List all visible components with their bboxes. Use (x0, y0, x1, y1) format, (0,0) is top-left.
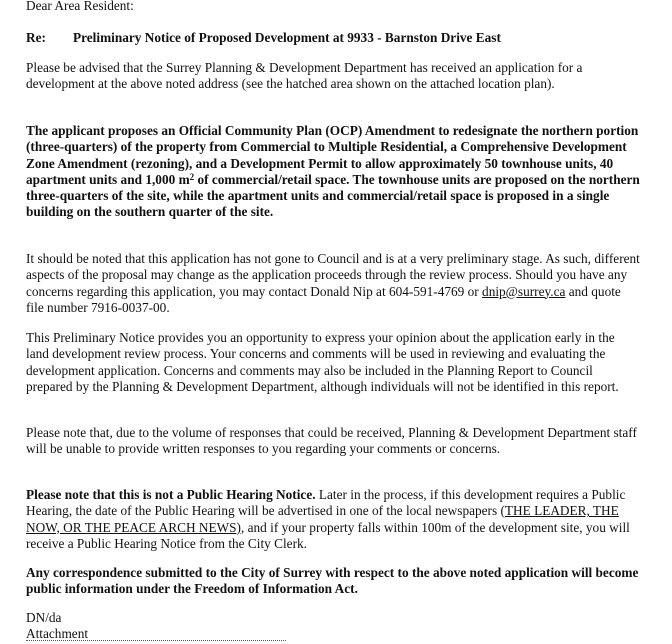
paragraph-correspondence: Any correspondence submitted to the City of Surrey with respect to the above noted application will become public information under the Freedom of Information Act. (26, 565, 639, 597)
paragraph-public-hearing (26, 487, 640, 552)
preliminary-text-start: It should be noted that this application has not gone to Council and is at a very preliminary stage. As such, different aspects of the proposal may change as the application proceeds through the review process. Should you have any concerns regarding this application, you may contact Donald Nip at 604-591-4769 or (26, 251, 640, 299)
superscript-squared: 2 (189, 171, 195, 182)
paragraph-proposal (26, 123, 640, 221)
cut-off-text-line (26, 638, 286, 644)
preliminary-text-end: and quote file number 7916-0037-00. (26, 283, 621, 315)
paragraph-preliminary-stage (26, 251, 640, 316)
paragraph-application-received: Please be advised that the Surrey Planning & Development Department has received an application for a development at the above noted address (see the hatched area shown on the attached location plan). (26, 60, 583, 92)
paragraph-opportunity: This Preliminary Notice provides you an opportunity to express your opinion about the application early in the land development review process. Your concerns and comments will be used in reviewing and evaluating the development application. Concerns and comments may also be included in the Planning Report to Council prepared by the Planning & Development Department, although individuals will not be identified in this report. (26, 330, 619, 394)
public-hearing-lead: Please note that this is not a Public Hearing Notice. (26, 487, 316, 502)
subject-text: Preliminary Notice of Proposed Development at 9933 - Barnston Drive East (73, 30, 501, 45)
public-hearing-middle: Later in the process, if this development requires a Public Hearing, the date of the Public Hearing will be advertised in one of the local newspapers ( (26, 487, 626, 519)
newspapers-list: THE LEADER, THE NOW, OR THE PEACE ARCH NEWS) (26, 503, 619, 535)
salutation: Dear Area Resident: (26, 0, 134, 13)
subject-label: Re: (26, 30, 46, 45)
proposal-text-start: The applicant proposes an Official Community Plan (OCP) Amendment to redesignate the northern portion (three-quarters) of the property from Commercial to Multiple Residential, a Comprehensive Development Zone Amendment (rezoning), and a Development Permit to allow approximately 50 townhouse units, 40 apartment units and 1,000 m (26, 123, 639, 187)
attachment-label: Attachment (26, 626, 89, 641)
proposal-text-end: of commercial/retail space. The townhouse units are proposed on the northern three-quarters of the site, while the apartment units and commercial/retail space is proposed in a single building on the southern quarter of the site. (26, 171, 640, 220)
subject-line (26, 30, 666, 46)
paragraph-no-written-response: Please note that, due to the volume of responses that could be received, Planning & Development Department staff will be unable to provide written responses to you regarding your comments or concerns. (26, 425, 637, 457)
public-hearing-tail: , and if your property falls within 100m of the development site, you will receive a Public Hearing Notice from the City Clerk. (26, 519, 630, 551)
initials: DN/da (26, 610, 62, 625)
email-link[interactable]: dnip@surrey.ca (482, 283, 566, 299)
